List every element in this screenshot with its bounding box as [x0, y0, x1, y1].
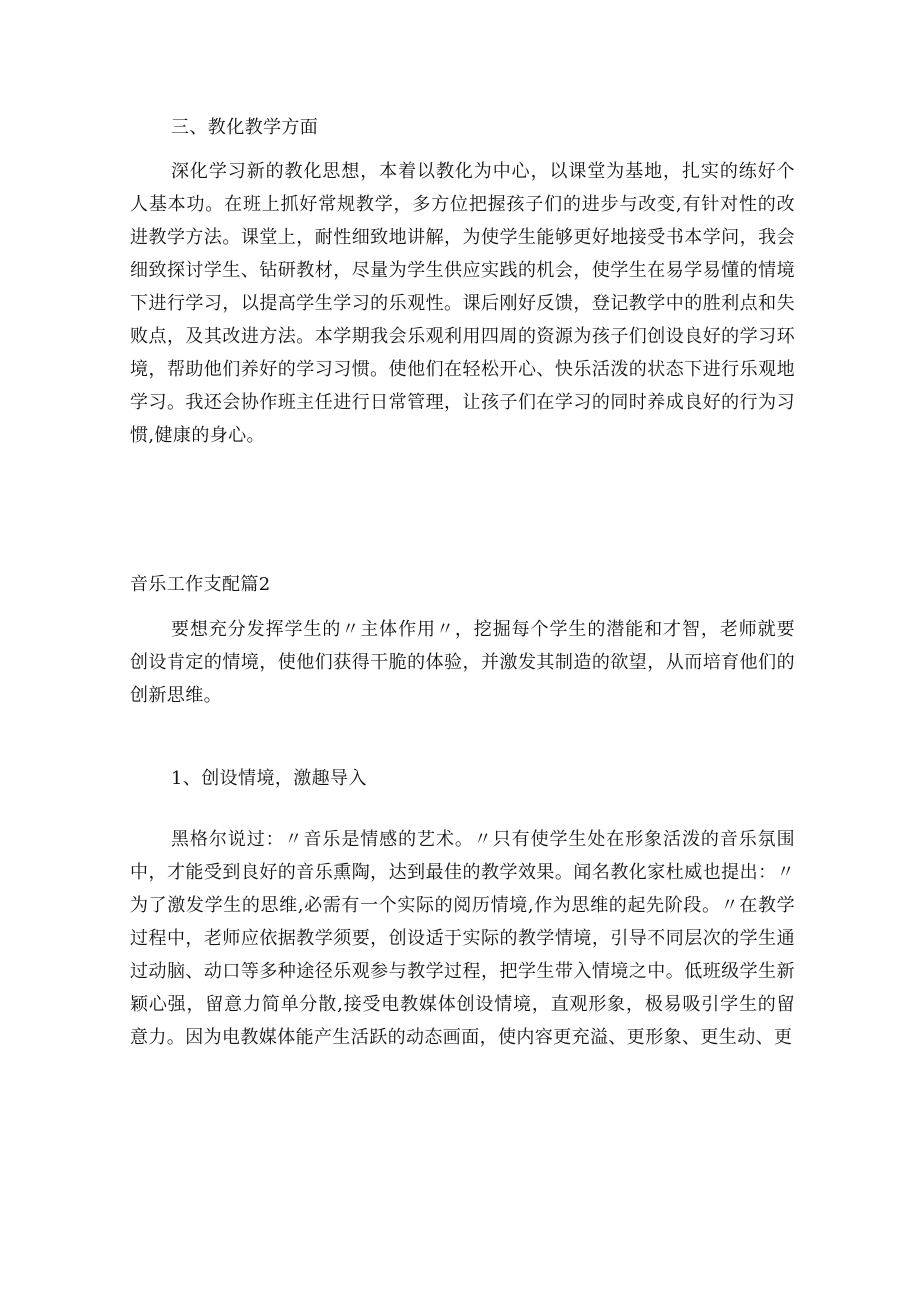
section-heading: 三、教化教学方面 [171, 117, 319, 138]
paragraph-intro: 要想充分发挥学生的〃主体作用〃，挖掘每个学生的潜能和才智，老师就要创设肯定的情境，使他们获得干脆的体验，并激发其制造的欲望，从而培育他们的创新思维。 [130, 619, 795, 706]
paragraph-hegel: 黑格尔说过：〃音乐是情感的艺术。〃只有使学生处在形象活泼的音乐氛围中，才能受到良好的音乐熏陶，达到最佳的教学效果。闻名教化家杜威也提出：〃为了激发学生的思维,必需有一个实际的阅历情境,作为思维的起先阶段。〃在教学过程中，老师应依据教学须要，创设适于实际的教学情境，引导不同层次的学生通过动脑、动口等多种途径乐观参与教学过程，把学生带入情境之中。低班级学生新颖心强，留意力简单分散,接受电教媒体创设情境，直观形象，极易吸引学生的留意力。因为电教媒体能产生活跃的动态画面，使内容更充溢、更形象、更生动、更 [130, 829, 795, 1048]
article-title: 音乐工作支配篇2 [130, 574, 271, 595]
subheading-situation: 1、创设情境，激趣导入 [171, 768, 367, 789]
paragraph-teaching: 深化学习新的教化思想，本着以教化为中心，以课堂为基地，扎实的练好个人基本功。在班上抓好常规教学，多方位把握孩子们的进步与改变,有针对性的改进教学方法。课堂上，耐性细致地讲解，为使学生能够更好地接受书本学问，我会细致探讨学生、钻研教材，尽量为学生供应实践的机会，使学生在易学易懂的情境下进行学习，以提高学生学习的乐观性。课后刚好反馈，登记教学中的胜利点和失败点，及其改进方法。本学期我会乐观利用四周的资源为孩子们创设良好的学习环境，帮助他们养好的学习习惯。使他们在轻松开心、快乐活泼的状态下进行乐观地学习。我还会协作班主任进行日常管理，让孩子们在学习的同时养成良好的行为习惯,健康的身心。 [130, 161, 795, 446]
